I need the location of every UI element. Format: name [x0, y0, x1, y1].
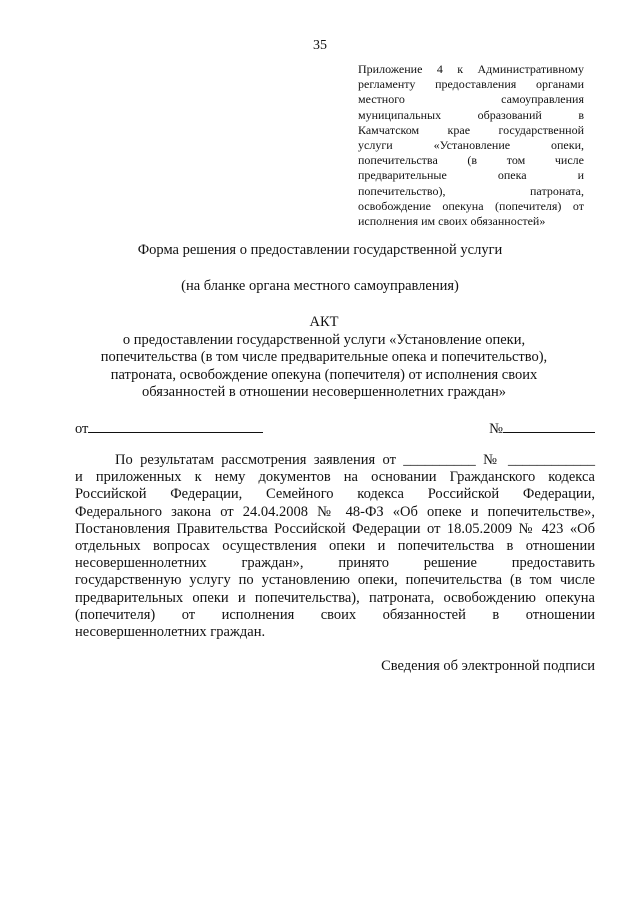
act-heading [70, 314, 578, 402]
appendix-line: Приложение 4 к Административному [358, 62, 584, 76]
appendix-note [358, 62, 584, 229]
body-line: Российской Федерации, Семейного кодекса Российской Федерации, [75, 486, 595, 503]
appendix-line: исполнения им своих обязанностей» [358, 214, 546, 229]
body-line: государственную услугу по установлению опеки, попечительства (в том числе [75, 572, 595, 589]
date-number-row [75, 418, 595, 438]
body-line: и приложенных к нему документов на основании Гражданского кодекса [75, 469, 595, 486]
act-subtitle-line: о предоставлении государственной услуги «Установление опеки, [122, 331, 526, 348]
number-blank-line [503, 418, 595, 433]
appendix-line: освобождение опекуна (попечителя) от [358, 198, 584, 213]
appendix-line: услуги «Установление опеки, [358, 138, 584, 153]
appendix-line: муниципальных образований в [358, 107, 584, 122]
date-field [75, 418, 263, 438]
appendix-line: предварительные опека и [358, 168, 584, 183]
act-subtitle-line: обязанностей в отношении несовершеннолетних граждан» [142, 384, 506, 400]
body-line: Постановления Правительства Российской Федерации от 18.05.2009 № 423 «Об [75, 520, 595, 537]
act-title: АКТ [309, 314, 339, 330]
body-line: Федерального закона от 24.04.2008 № 48-ФЗ «Об опеке и попечительстве», [75, 503, 595, 520]
appendix-line: попечительство), патроната, [358, 183, 584, 198]
electronic-signature-label: Сведения об электронной подписи [381, 658, 595, 674]
body-line: несовершеннолетних граждан. [75, 624, 266, 641]
number-field [489, 418, 595, 438]
appendix-line: регламенту предоставления органами [358, 77, 584, 92]
blank-note: (на бланке органа местного самоуправления) [181, 278, 459, 294]
form-title: Форма решения о предоставлении государственной услуги [137, 242, 503, 258]
page-number: 35 [313, 38, 327, 53]
body-line: По результатам рассмотрения заявления от __________ № ____________ [115, 452, 595, 468]
body-line: (попечителя) от исполнения своих обязанностей в отношении [75, 606, 595, 623]
body-line: несовершеннолетних граждан», принято решение предоставить [75, 555, 595, 572]
date-blank-line [88, 418, 263, 433]
act-subtitle-line: патроната, освобождение опекуна (попечителя) от исполнения своих [110, 366, 538, 383]
appendix-line: местного самоуправления [358, 92, 584, 107]
act-subtitle-line: попечительства (в том числе предварительные опека и попечительство), [100, 349, 548, 365]
appendix-line: попечительства (в том числе [358, 153, 584, 168]
number-label: № [489, 421, 503, 437]
appendix-line: Камчатском крае государственной [358, 122, 584, 137]
body-line: предварительных опеки и попечительства), патроната, освобождению опекуна [75, 589, 595, 606]
body-line: отдельных вопросах осуществления опеки и попечительства в отношении [75, 538, 595, 555]
decision-body [75, 452, 595, 641]
date-label: от [75, 421, 89, 437]
